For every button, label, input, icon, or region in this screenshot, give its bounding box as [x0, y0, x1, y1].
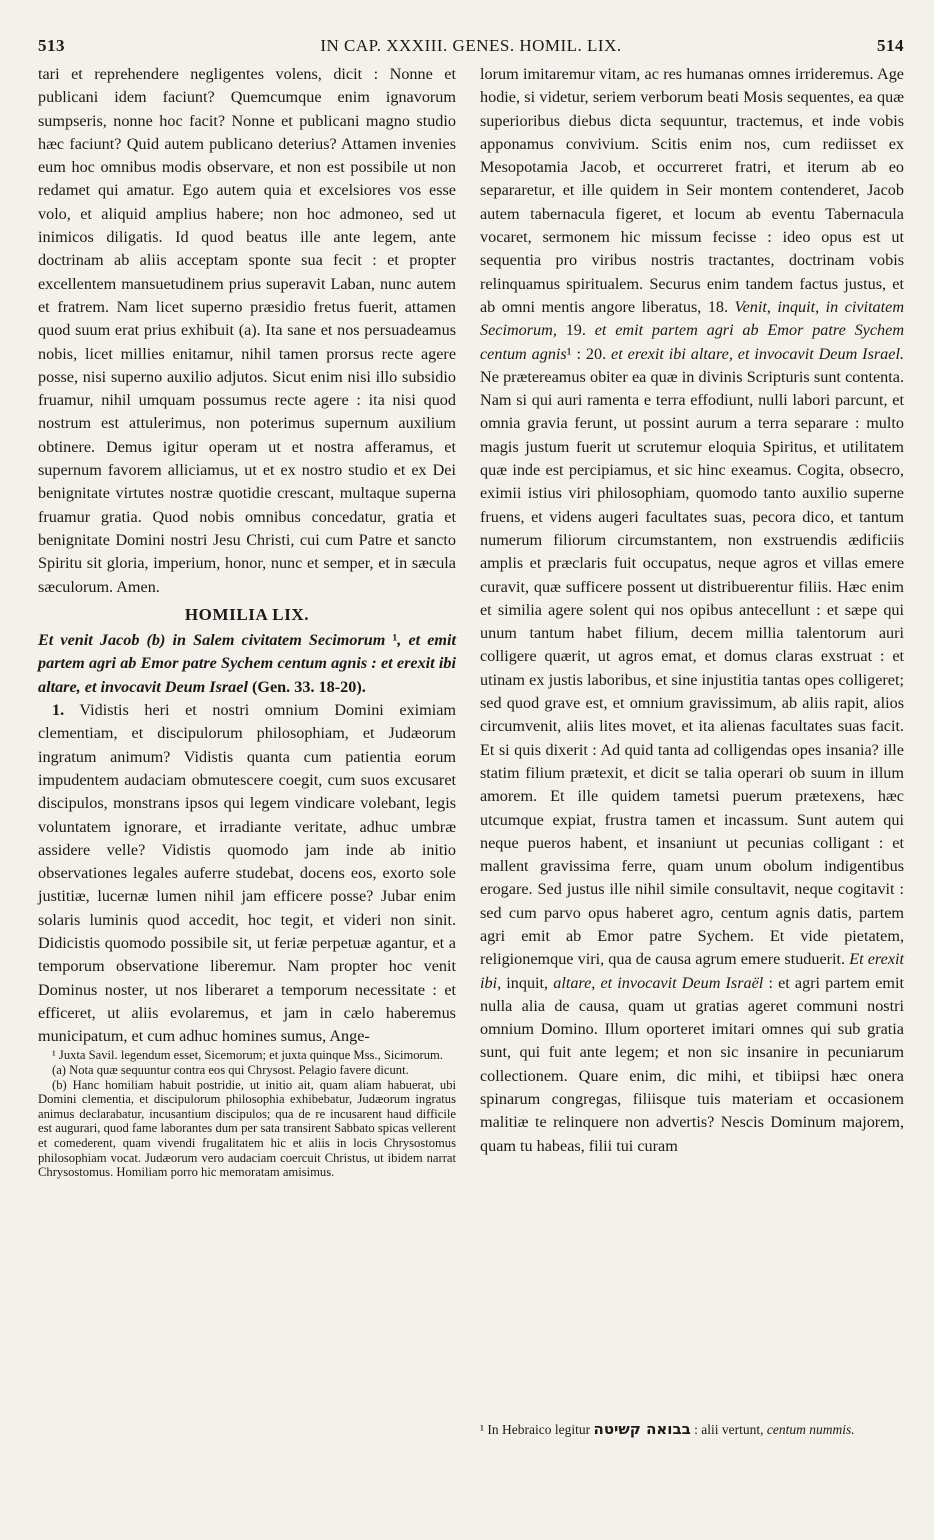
text-segment: Ne prætereamus obiter ea quæ in divinis Scripturis sunt contenta. Nam si qui auri ramenta e terra effodiunt, nulli labori parcunt, et omnia gravia ferunt, ut possint aurum a terra separare : multo magis justum fuerit ut scrutemur eloquia Spiritus, et utilitatem quæ inde est percipiamus, et sic hinc exeamus. Cogita, obsecro, eximii istius viri philosophiam, quomodo tanto auxilio superne fruens, et videns augeri facultates suas, pecora dico, et tantum numerum filiorum circumstantem, non exstruendis ædificiis amplis et præclaris fuit occupatus, neque agros et villas emere curavit, quæ sufficere possent ut distribuerentur filiis. Hæc enim et similia agere solent qui nos opibus antecellunt : et sæpe qui unum tantum habet filium, decem millia talentorum auri colligere quærit, ut agros emat, et domus claras exstruat : et utinam ex justis laboribus, et sine injustitia tantas opes colligeret; sed quod grave est, et omnium gravissimum, ab aliis rapit, alios circumvenit, aliis lites movet, et ita alienas facultates suas facit. Et si quis dixerit : Ad quid tanta ad colligendas opes insania? ille statim filium prætexit, et dicit se talia operari ob suum in illum amorem. Et ille quidem tametsi puerum prætexens, hæc utcumque expiat, frustra tamen et incassum. Sunt autem qui neque pueros habent, et insaniunt ut pecunias colligant : et mallent gravissima ferre, quam unum obolum indigentibus erogare. Sed justus ille nihil simile consultavit, neque cogitavit : sed cum parvo opus haberet agro, centum agnis datis, partem agri emit ab Emor patre Sychem. Et vide pietatem, religionemque viri, qua de causa agrum emere studuerit.: [480, 367, 904, 969]
text-segment: :: [571, 344, 586, 363]
homily-paragraph-1: [38, 699, 456, 1048]
verse-number-18: 18.: [707, 297, 729, 316]
lemma-footnote-marker: ¹: [392, 631, 398, 650]
quote-segment: et erexit ibi altare, et invocavit Deum Israel.: [606, 344, 904, 363]
left-column: [38, 63, 456, 1180]
verse-number-19: 19.: [565, 321, 586, 340]
right-footnote: [480, 1418, 904, 1441]
text-segment: lorum imitaremur vitam, ac res humanas omnes irrideremus. Age hodie, si videtur, seriem verborum beati Mosis sequentes, ea quæ superioribus diebus dicta sequuntur, tractemus, et inde vobis apponamus convivium. Scitis enim nos, cum rediisset ex Mesopotamia Jacob, et occurreret fratri, et iterum ab eo separaretur, et ille quidem in Seir montem contenderet, Jacob autem tabernacula figeret, et locum ab eventu Tabernacula vocaret, sermonem hic missum fecisse : ideo opus est ut sequentia pro viribus nostris tractantes, doctrinam vobis relinquamus spiritualem. Securus enim tandem factus justus, et ab omni mentis angore liberatus,: [480, 65, 904, 316]
homily-title: HOMILIA LIX.: [184, 604, 310, 624]
text-segment: inquit,: [501, 973, 554, 992]
quote-segment: Et erexit ibi,: [480, 950, 904, 992]
hebrew-text: בבואה קשיטה: [593, 1420, 691, 1438]
footnote-b: (b) Hanc homiliam habuit postridie, ut initio ait, quam aliam habuerat, ubi Domini clementia, et discipulorum philosophia exhibebatur, Judæorum ingratus animus declarabatur, incusantium discipulos; qua de re incusarent haud difficile est augurari, quod fame laborantes dum per sata transirent Sabbato spicas vellerent et comederent, quam vivendi frugalitatem hic et aliis in locis Chrysostomus philosophiam vocat. Judæorum vero audaciam coercuit Christus, ut ibidem narrat Chrysostomus. Homiliam porro hic memoratam amisimus.: [38, 1077, 456, 1180]
lemma-reference: (Gen. 33. 18-20).: [252, 677, 366, 696]
footnote-1: ¹ Juxta Savil. legendum esset, Sicemorum; et juxta quinque Mss., Sicimorum.: [52, 1048, 443, 1063]
paragraph-text: Vidistis heri et nostri omnium Domini eximiam clementiam, et discipulorum philosophiam, et Judæorum ingratum animum? Vidistis quanta cum patientia eorum impudentem audaciam obmutescere coegit, cum suos excusaret discipulos, monstrans ipsos qui legem vindicare volebant, legis voluntatem ignorare, et irradiante veritate, adhuc umbræ assidere velle? Vidistis quomodo jam inde ab initio observationes legales auferre studebat, docens eos, exorto sole justitiæ, lucernæ lumen nihil jam efficere posse? Jubar enim solaris luminis quod accedit, hoc tegit, et videri non sinit. Didicistis quomodo possibile sit, ut feriæ perpetuæ agantur, et a temporum observatione liberemur. Nam propter hoc venit Dominus noster, ut nos liberaret a temporum necessitate : et efficeret, ut aliis evolaremus, et jam in cælo haberemus municipatum, et cum adhuc homines sumus, Ange-: [38, 701, 456, 1046]
footnote-italic: centum nummis.: [766, 1422, 855, 1437]
page-number-left: 513: [38, 36, 65, 55]
footnote-text: : alii vertunt,: [690, 1422, 767, 1437]
quote-segment: altare, et invocavit Deum Israël: [553, 973, 764, 992]
running-title: IN CAP. XXXIII. GENES. HOMIL. LIX.: [320, 36, 622, 55]
footnote-marker: ¹: [566, 344, 572, 363]
footnote-a: (a) Nota quæ sequuntur contra eos qui Chrysost. Pelagio favere dicunt.: [52, 1063, 409, 1078]
footnote-text: ¹ In Hebraico legitur: [480, 1422, 594, 1437]
paragraph-number: 1.: [52, 701, 65, 720]
closing-paragraph: tari et reprehendere negligentes volens, dicit : Nonne et publicani idem faciunt? Quemcumque enim ignavorum sumpseris, nonne hoc facit? Nonne et publicani magno studio hæc faciunt? Quid autem publicano deterius? Attamen invenies eum hoc omnibus modis observare, et non est possibile ut non redamet qui amatur. Ego autem quia et excelsiores vos esse volo, et aliquid amplius habere; non hoc admoneo, sed ut inimicos diligatis. Id quod beatus ille ante legem, ante doctrinam ab aliis acceptam sponte sua fecit : et propter excellentem mansuetudinem prius superavit Laban, nunc autem et fratrem. Nam licet superno præsidio fretus fuerit, attamen quod suum erat prius exhibuit (a). Ita sane et nos persuadeamus nobis, licet millies enitamur, nihil tamen prorsus recte agere posse, nisi superno auxilio adjutos. Sicut enim nisi illo subsidio fruamur, nihil umquam possumus recte agere : ita nisi quod nostrum est attulerimus, non poterimus supernum auxilium obtinere. Demus igitur operam ut et nostra afferamus, et supernum favorem alliciamus, ut et ex nostro studio et ex Dei benignitate virtutes nostræ quotidie crescant, multaque superna fruamur gratia. Quod nobis omnibus concedatur, gratia et benignitate Domini nostri Jesu Christi, cui cum Patre et sancto Spiritu sit gloria, imperium, honor, nunc et semper, et in sæcula sæculorum. Amen.: [38, 65, 456, 596]
right-paragraph: [480, 63, 904, 1158]
quote-segment: et emit partem agri ab Emor patre Sychem centum agnis: [480, 321, 905, 363]
quote-segment: Venit, inquit, in civitatem Secimorum,: [480, 297, 905, 340]
lemma-text-a: Et venit Jacob (b) in Salem civitatem Secimorum: [38, 631, 393, 650]
verse-number-20: 20.: [585, 344, 607, 363]
scripture-lemma: [38, 629, 456, 699]
text-segment: : et agri partem emit nulla alia de causa, quam ut gratias ageret communi nostri omnium Domino. Illum oporteret imitari omnes qui sub gratia sunt, qui fuit ante legem; et non sic insanire in pecuniarum collectionem. Quare enim, dic mihi, et tibiipsi hæc onera spinarum congregas, filiisque tuis materiam et occasionem malitiæ te relinquere non advertis? Nescis Dominum majorem, quam tu habeas, filii tui curam: [480, 973, 905, 1155]
running-header: [38, 36, 904, 60]
page-number-right: 514: [877, 36, 904, 55]
lemma-text-b: , et emit partem agri ab Emor patre Sychem centum agnis : et erexit ibi altare, et invocavit Deum Israel: [38, 631, 456, 696]
right-column: [480, 63, 904, 1158]
